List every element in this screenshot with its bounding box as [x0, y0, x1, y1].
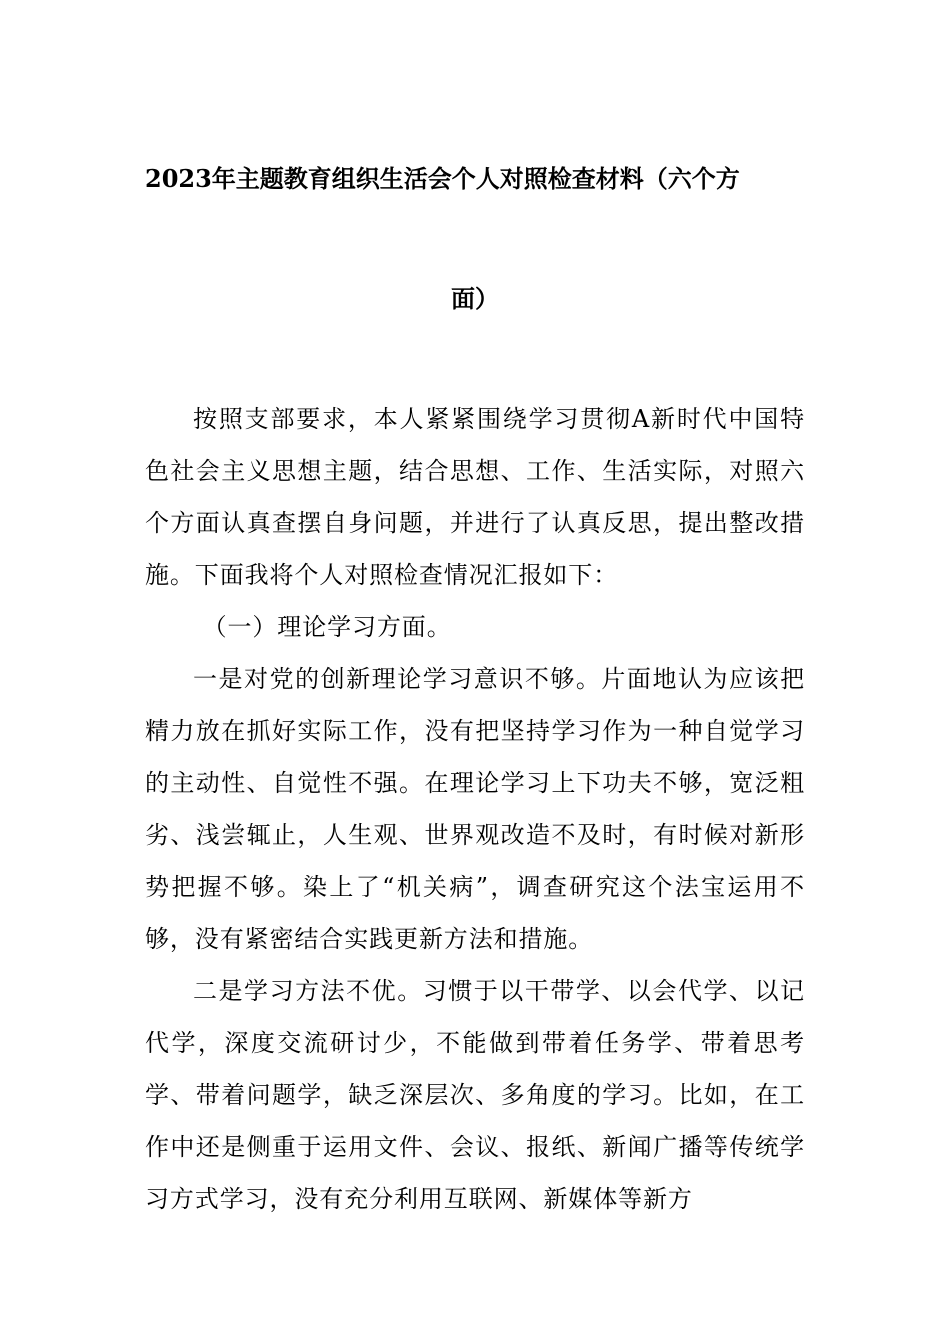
document-title: 2023年主题教育组织生活会个人对照检查材料（六个方 — [145, 164, 740, 193]
body-paragraph-point-one: 一是对党的创新理论学习意识不够。片面地认为应该把精力放在抓好实际工作，没有把坚持学习作为一种自觉学习的主动性、自觉性不强。在理论学习上下功夫不够，宽泛粗劣、浅尝辄止，人生观、世界观改造不及时，有时候对新形势把握不够。染上了“机关病”，调查研究这个法宝运用不够，没有紧密结合实践更新方法和措施。 — [145, 665, 805, 953]
document-body — [145, 393, 805, 1225]
intro-paragraph: 按照支部要求，本人紧紧围绕学习贯彻A新时代中国特色社会主义思想主题，结合思想、工作、生活实际，对照六个方面认真查摆自身问题，并进行了认真反思，提出整改措施。下面我将个人对照检查情况汇报如下： — [145, 405, 805, 589]
body-paragraph-point-two: 二是学习方法不优。习惯于以干带学、以会代学、以记代学，深度交流研讨少，不能做到带着任务学、带着思考学、带着问题学，缺乏深层次、多角度的学习。比如，在工作中还是侧重于运用文件、会议、报纸、新闻广播等传统学习方式学习，没有充分利用互联网、新媒体等新方 — [145, 977, 805, 1213]
document-title-continued: 面） — [451, 284, 499, 313]
section-heading-theory-study: （一）理论学习方面。 — [202, 613, 452, 641]
